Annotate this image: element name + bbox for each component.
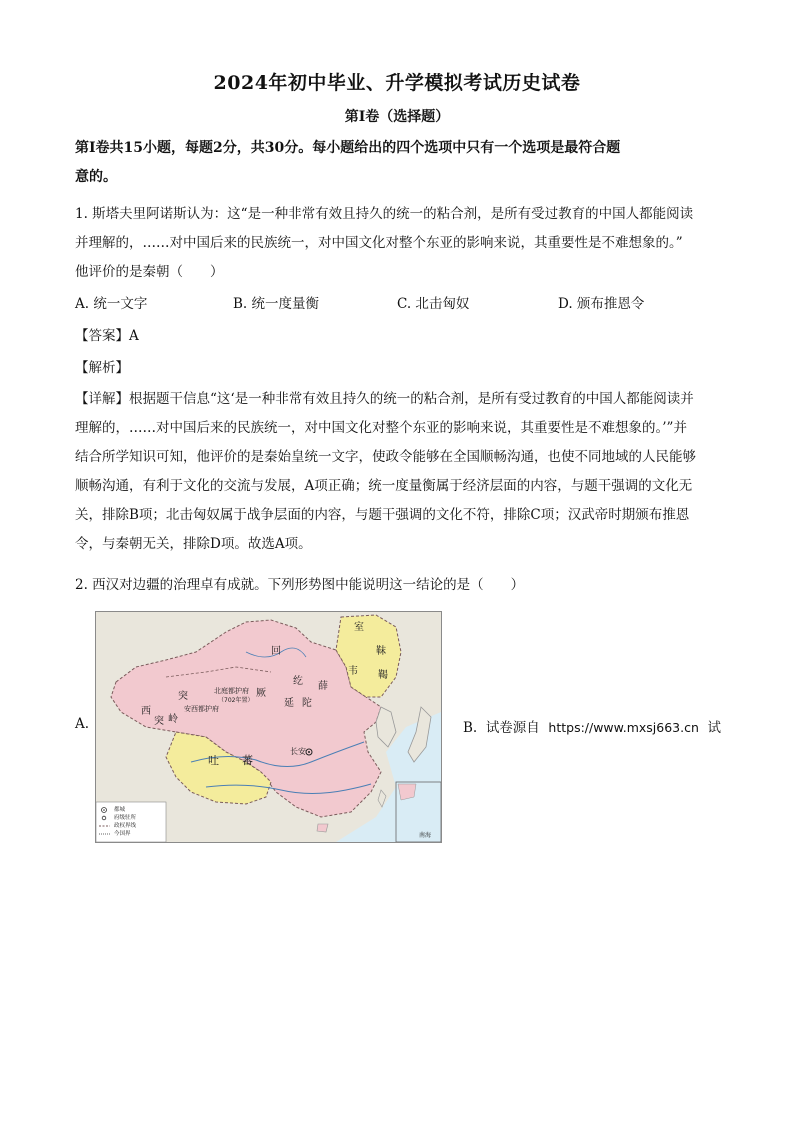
detail-line-4: 顺畅沟通，有利于文化的交流与发展，A项正确；统一度量衡属于经济层面的内容，与题干强调的文化无 xyxy=(75,478,693,494)
detail-label: 【详解】 xyxy=(75,391,129,407)
map-label-tubo-2: 蕃 xyxy=(242,754,253,767)
answer-value: A xyxy=(129,328,139,344)
q2-option-a-label: A. xyxy=(75,716,90,732)
detail-paragraph xyxy=(75,385,723,559)
instructions xyxy=(75,134,723,192)
map-label-jue: 厥 xyxy=(256,688,266,699)
map-label-mohe-2: 鞨 xyxy=(378,670,388,681)
q2-option-b-text: 试卷源自 xyxy=(485,720,540,736)
q1-line-3: 他评价的是秦朝（ ） xyxy=(75,264,224,280)
instructions-line-1: 第Ⅰ卷共15小题，每题2分，共30分。每小题给出的四个选项中只有一个选项是最符合题 xyxy=(75,140,621,156)
map-label-tubo-1: 吐 xyxy=(208,754,219,767)
instructions-line-2: 意的。 xyxy=(75,169,117,185)
detail-line-2: 理解的，……对中国后来的民族统一，对中国文化对整个东亚的影响来说，其重要性是不难想象的。’”并 xyxy=(75,420,687,436)
option-b: B. 统一度量衡 xyxy=(233,296,320,312)
option-a: A. 统一文字 xyxy=(75,296,148,312)
map-label-tuo: 陀 xyxy=(302,698,312,709)
map-label-mohe-1: 靺 xyxy=(376,646,386,657)
map-label-tujue: 突 xyxy=(178,691,188,702)
map-label-beiting-year: （702年置） xyxy=(218,697,254,704)
option-c: C. 北击匈奴 xyxy=(397,296,470,312)
map-label-ling: 岭 xyxy=(168,714,178,725)
q1-line-2: 并理解的，……对中国后来的民族统一，对中国文化对整个东亚的影响来说，其重要性是不难想象的。” xyxy=(75,235,683,251)
map-label-tu: 突 xyxy=(154,716,164,727)
source-url-link[interactable]: https://www.mxsj663.cn xyxy=(548,720,699,735)
answer-line xyxy=(75,322,723,351)
historical-map xyxy=(95,611,442,843)
question-2-stem: 2. 西汉对边疆的治理卓有成就。下列形势图中能说明这一结论的是（ ） xyxy=(75,577,525,593)
legend-office: 府级驻所 xyxy=(114,815,137,821)
map-label-yan: 延 xyxy=(284,698,294,709)
map-label-xi: 西 xyxy=(141,706,151,717)
map-label-ji: 薛 xyxy=(318,681,328,692)
trailing-char: 试 xyxy=(707,720,721,736)
detail-line-3: 结合所学知识可知，他评价的是秦始皇统一文字，使政令能够在全国顺畅沟通，也使不同地域的人民能够 xyxy=(75,449,696,465)
map-label-he: 纥 xyxy=(293,676,303,687)
legend-boundary: 政权界线 xyxy=(114,823,137,829)
answer-label: 【答案】 xyxy=(75,328,129,344)
analysis-label: 【解析】 xyxy=(75,360,129,376)
question-1-options xyxy=(75,290,723,319)
map-label-changan: 长安 xyxy=(290,747,306,756)
legend-capital: 都城 xyxy=(114,807,126,813)
q2-option-b xyxy=(463,716,723,736)
detail-line-5: 关，排除B项；北击匈奴属于战争层面的内容，与题干强调的文化不符，排除C项；汉武帝时期颁布推恩 xyxy=(75,507,690,523)
detail-line-1: 根据题干信息“这‘是一种非常有效且持久的统一的粘合剂，是所有受过教育的中国人都能阅读并 xyxy=(129,391,694,407)
question-1-stem xyxy=(75,200,723,287)
map-label-shiwei: 室 xyxy=(354,622,364,633)
detail-line-6: 令，与秦朝无关，排除D项。故选A项。 xyxy=(75,536,312,552)
section-title: 第Ⅰ卷（选择题） xyxy=(344,109,450,125)
map-label-nanhai: 南海 xyxy=(419,832,432,839)
q2-option-b-label: B. xyxy=(463,720,478,736)
map-label-anxi: 安西都护府 xyxy=(184,705,219,713)
map-label-wei: 韦 xyxy=(348,666,358,677)
q1-line-1: 1. 斯塔夫里阿诺斯认为：这“是一种非常有效且持久的统一的粘合剂，是所有受过教育的中国人都能阅读 xyxy=(75,206,694,222)
option-d: D. 颁布推恩令 xyxy=(558,296,645,312)
legend-border: 今国界 xyxy=(114,831,131,837)
map-label-beiting: 北庭都护府 xyxy=(214,687,249,695)
map-label-huihe: 回 xyxy=(271,646,281,657)
page-title: 2024年初中毕业、升学模拟考试历史试卷 xyxy=(213,72,581,94)
